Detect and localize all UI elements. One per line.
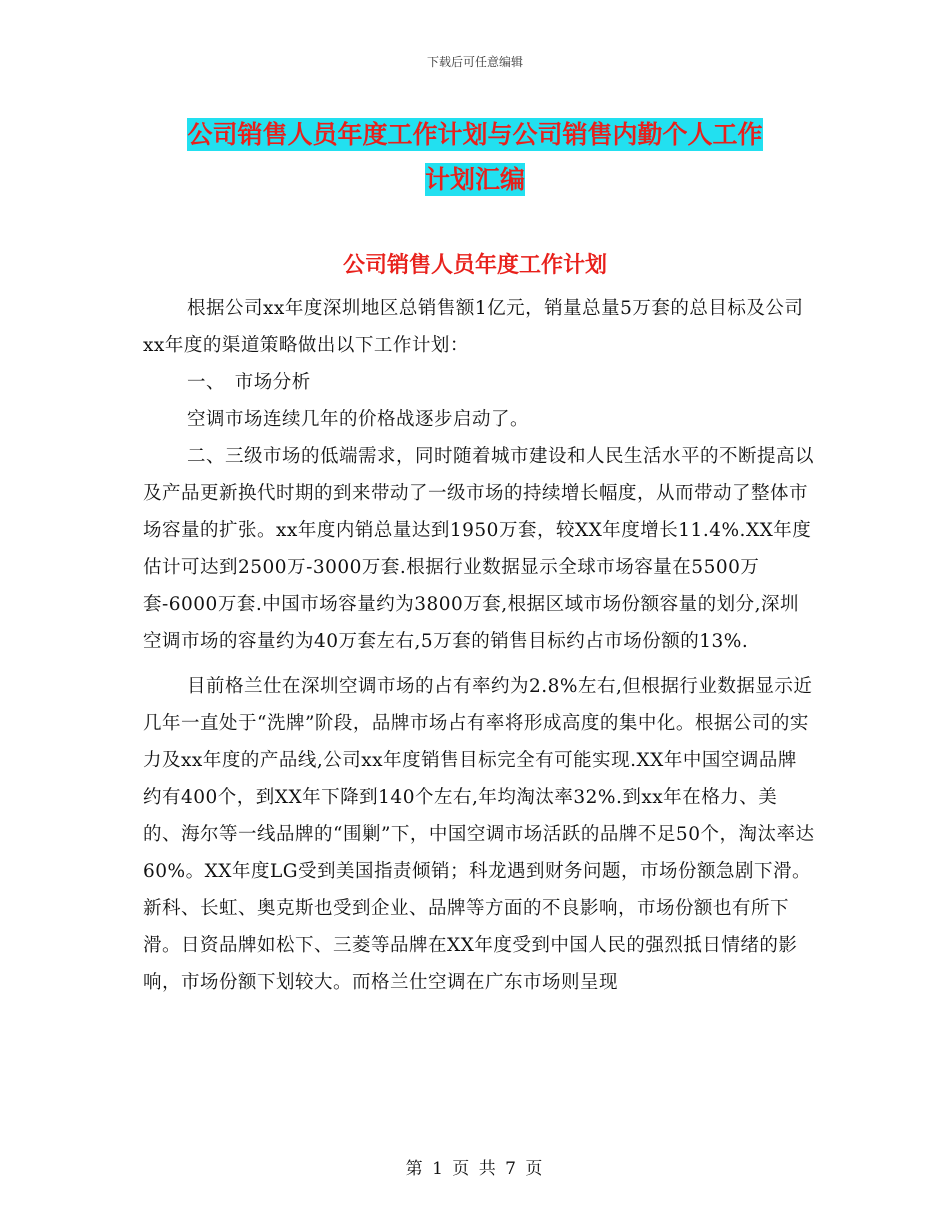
section-title: 公司销售人员年度工作计划 [342,252,607,278]
paragraph-intro: 根据公司xx年度深圳地区总销售额1亿元，销量总量5万套的总目标及公司xx年度的渠道策略做出以下工作计划： [143,298,804,356]
paragraph-market-share: 目前格兰仕在深圳空调市场的占有率约为2.8%左右,但根据行业数据显示近几年一直处于“洗牌”阶段，品牌市场占有率将形成高度的集中化。根据公司的实力及xx年度的产品线,公司xx年度销售目标完全有可能实现.XX年中国空调品牌约有400个，到XX年下降到140个左右,年均淘汰率32%.到xx年在格力、美的、海尔等一线品牌的“围剿”下，中国空调市场活跃的品牌不足50个，淘汰率达60%。XX年度LG受到美国指责倾销；科龙遇到财务问题，市场份额急剧下滑。新科、长虹、奥克斯也受到企业、品牌等方面的不良影响，市场份额也有所下滑。日资品牌如松下、三菱等品牌在XX年度受到中国人民的强烈抵日情绪的影响，市场份额下划较大。而格兰仕空调在广东市场则呈现 [143,676,815,993]
paragraph-market-capacity: 二、三级市场的低端需求，同时随着城市建设和人民生活水平的不断提高以及产品更新换代时期的到来带动了一级市场的持续增长幅度，从而带动了整体市场容量的扩张。xx年度内销总量达到1950万套，较XX年度增长11.4%.XX年度估计可达到2500万-3000万套.根据行业数据显示全球市场容量在5500万套-6000万套.中国市场容量约为3800万套,根据区域市场份额容量的划分,深圳空调市场的容量约为40万套左右,5万套的销售目标约占市场份额的13%. [143,446,815,652]
document-title-line-2: 计划汇编 [424,165,525,194]
heading-market-analysis: 一、 市场分析 [187,372,311,393]
document-title [0,112,950,202]
page-header-note: 下载后可任意编辑 [426,55,523,69]
paragraph-price-war: 空调市场连续几年的价格战逐步启动了。 [187,409,530,430]
document-title-line-1: 公司销售人员年度工作计划与公司销售内勤个人工作 [187,120,763,149]
document-body [143,290,815,1001]
page-footer-page-number: 第 1 页 共 7 页 [405,1159,545,1179]
